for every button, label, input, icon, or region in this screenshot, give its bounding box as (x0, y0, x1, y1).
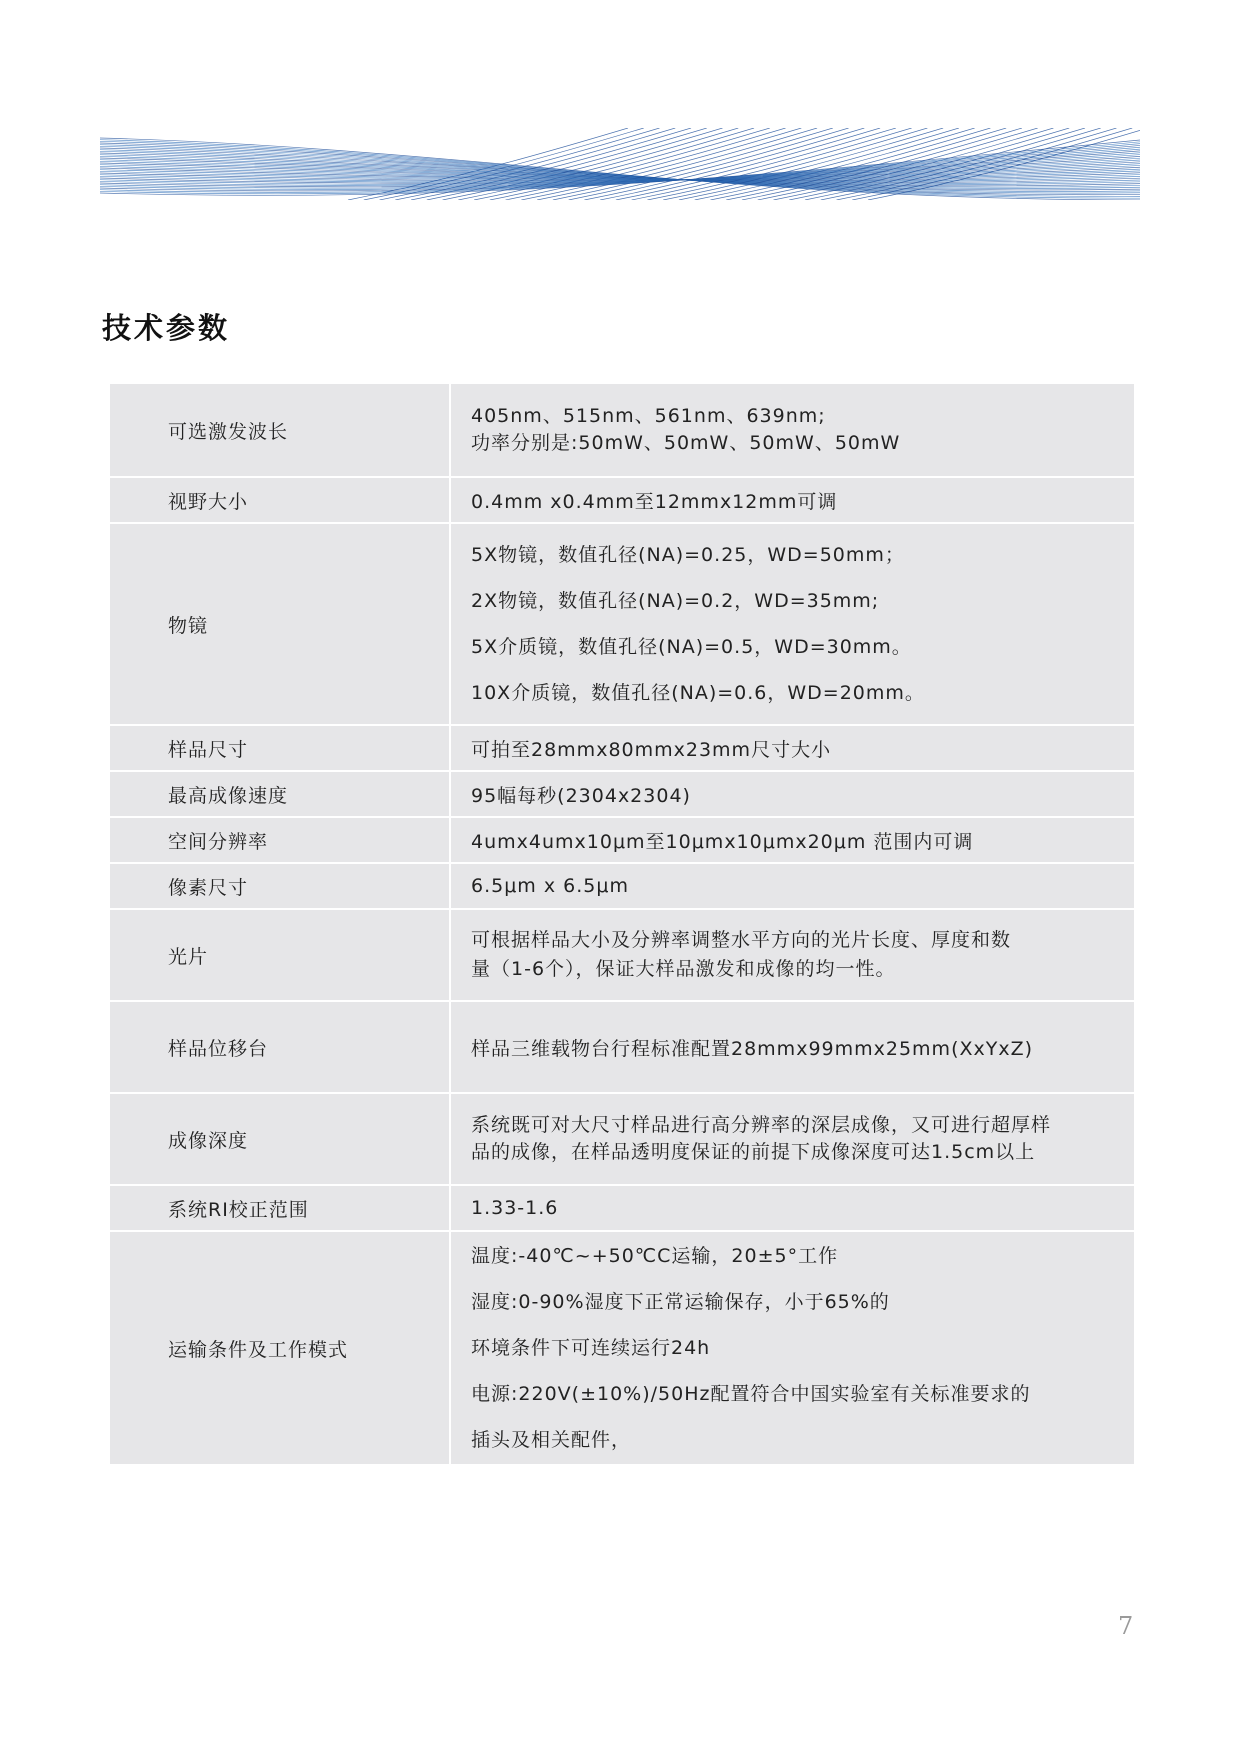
row-label: 物镜 (110, 523, 450, 725)
table-row (110, 477, 1134, 523)
table-row (110, 384, 1134, 477)
row-value: 可拍至28mmx80mmx23mm尺寸大小 (450, 725, 1134, 771)
row-value: 6.5μm x 6.5μm (450, 863, 1134, 909)
row-value: 5X物镜，数值孔径(NA)=0.25，WD=50mm； 2X物镜，数值孔径(NA)=0.2，WD=35mm; 5X介质镜，数值孔径(NA)=0.5，WD=30mm。 10X介质镜，数值孔径(NA)=0.6，WD=20mm。 (450, 523, 1134, 725)
table-row (110, 1231, 1134, 1465)
spec-table (110, 384, 1134, 1466)
row-label: 像素尺寸 (110, 863, 450, 909)
table-row (110, 523, 1134, 725)
section-title: 技术参数 (102, 311, 231, 345)
table-row (110, 1001, 1134, 1093)
row-label: 最高成像速度 (110, 771, 450, 817)
row-value: 95幅每秒(2304x2304) (450, 771, 1134, 817)
table-row (110, 1185, 1134, 1231)
row-value: 温度:-40℃~+50℃C运输，20±5°工作 湿度:0-90%湿度下正常运输保存，小于65%的 环境条件下可连续运行24h 电源:220V(±10%)/50Hz配置符合中国实验室有关标准要求的 插头及相关配件， (450, 1231, 1134, 1465)
table-row (110, 771, 1134, 817)
table-row (110, 863, 1134, 909)
row-label: 运输条件及工作模式 (110, 1231, 450, 1465)
row-label: 样品位移台 (110, 1001, 450, 1093)
row-label: 样品尺寸 (110, 725, 450, 771)
row-label: 系统RI校正范围 (110, 1185, 450, 1231)
row-label: 成像深度 (110, 1093, 450, 1185)
row-value: 0.4mm x0.4mm至12mmx12mm可调 (450, 477, 1134, 523)
row-label: 空间分辨率 (110, 817, 450, 863)
row-value: 系统既可对大尺寸样品进行高分辨率的深层成像，又可进行超厚样 品的成像，在样品透明度保证的前提下成像深度可达1.5cm以上 (450, 1093, 1134, 1185)
table-row (110, 909, 1134, 1001)
row-value: 405nm、515nm、561nm、639nm; 功率分别是:50mW、50mW、50mW、50mW (450, 384, 1134, 477)
row-label: 可选激发波长 (110, 384, 450, 477)
table-row (110, 725, 1134, 771)
row-value: 1.33-1.6 (450, 1185, 1134, 1231)
wave-banner (100, 128, 1140, 200)
page-number: 7 (1118, 1612, 1134, 1640)
row-value: 可根据样品大小及分辨率调整水平方向的光片长度、厚度和数 量（1-6个），保证大样品激发和成像的均一性。 (450, 909, 1134, 1001)
row-value: 样品三维载物台行程标准配置28mmx99mmx25mm(XxYxZ) (450, 1001, 1134, 1093)
table-row (110, 1093, 1134, 1185)
row-value: 4umx4umx10μm至10μmx10μmx20μm 范围内可调 (450, 817, 1134, 863)
row-label: 视野大小 (110, 477, 450, 523)
table-row (110, 817, 1134, 863)
row-label: 光片 (110, 909, 450, 1001)
